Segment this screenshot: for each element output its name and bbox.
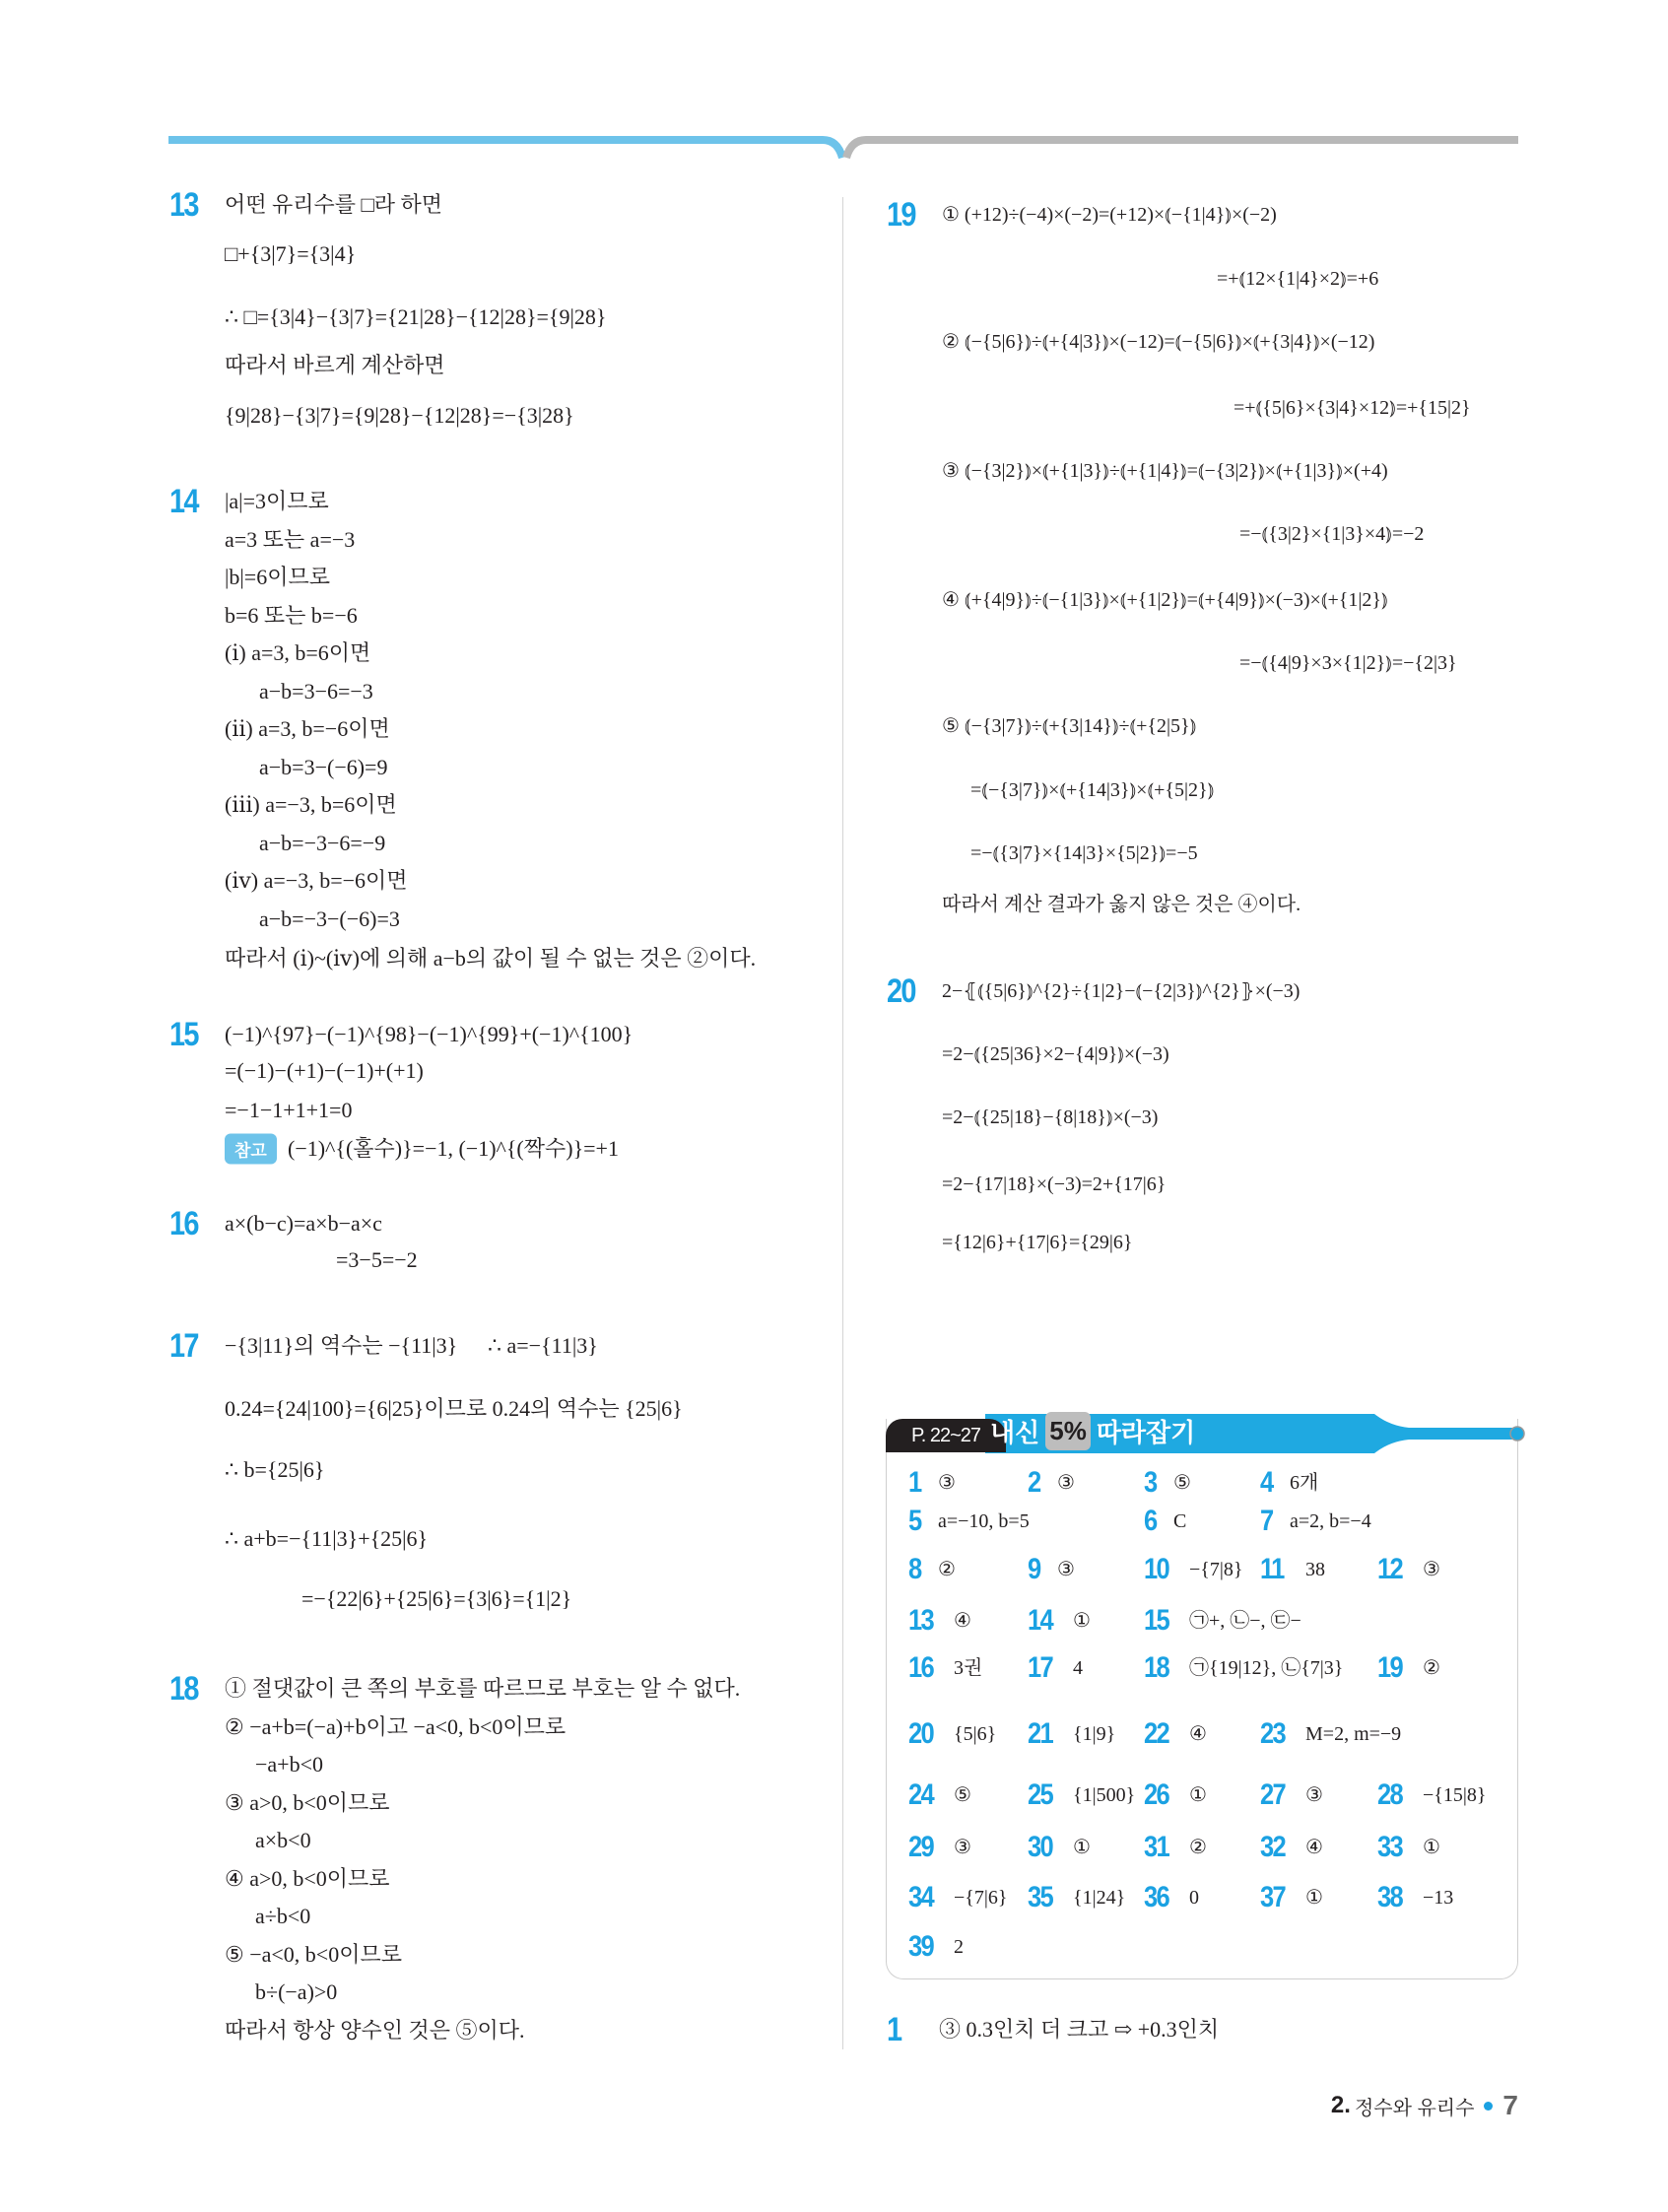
- solution-line: =+⦅12×{1|4}×2⦆=+6: [1217, 268, 1379, 290]
- answer-value: ②: [938, 1559, 956, 1580]
- answer-number: 14: [1028, 1604, 1052, 1637]
- answer-number: 23: [1260, 1717, 1285, 1750]
- answer-value: 6개: [1290, 1472, 1319, 1494]
- solution-line: =3−5=−2: [336, 1246, 418, 1272]
- answer-header-banner: [0, 1404, 1668, 1463]
- solution-line: ∴ a=−{11|3}: [488, 1332, 598, 1358]
- solution-line: ② −a+b=(−a)+b이고 −a<0, b<0이므로: [225, 1713, 567, 1739]
- section-number: 1: [887, 2011, 901, 2048]
- solution-line: 0.24={24|100}={6|25}이므로 0.24의 역수는 {25|6}: [225, 1395, 683, 1421]
- solution-line: =2−⦅{25|18}−{8|18}⦆×(−3): [942, 1106, 1159, 1128]
- answer-number: 10: [1144, 1553, 1168, 1585]
- solution-line: ② ⦅−{5|6}⦆÷⦅+{4|3}⦆×(−12)=⦅−{5|6}⦆×⦅+{3|4}⦆×(−12): [942, 331, 1375, 353]
- solution-line: 따라서 항상 양수인 것은 ⑤이다.: [225, 2017, 525, 2043]
- answer-number: 38: [1377, 1881, 1402, 1913]
- solution-line: ① 절댓값이 큰 쪽의 부호를 따르므로 부호는 알 수 없다.: [225, 1675, 741, 1701]
- answer-value: ①: [1189, 1784, 1207, 1806]
- solution-line: ∴ b={25|6}: [225, 1456, 325, 1482]
- answer-number: 3: [1144, 1466, 1157, 1499]
- answer-number: 18: [1144, 1651, 1168, 1684]
- section-text: ③ 0.3인치 더 크고 ⇨ +0.3인치: [939, 2016, 1220, 2042]
- answer-number: 34: [908, 1881, 933, 1913]
- solution-line: {9|28}−{3|7}={9|28}−{12|28}=−{3|28}: [225, 402, 574, 428]
- solution-line: =2−{17|18}×(−3)=2+{17|6}: [942, 1173, 1167, 1195]
- answer-value: ㉠{19|12}, ㉡{7|3}: [1189, 1657, 1344, 1679]
- title-pre: 내신: [990, 1417, 1040, 1447]
- answer-value: 38: [1305, 1559, 1325, 1580]
- answer-number: 1: [908, 1466, 921, 1499]
- solution-line: =−⦅{3|7}×{14|3}×{5|2}⦆=−5: [970, 842, 1198, 864]
- solution-line: (−1)^{(홀수)}=−1, (−1)^{(짝수)}=+1: [288, 1135, 619, 1161]
- problem-number: 18: [169, 1670, 198, 1708]
- answer-number: 7: [1260, 1505, 1273, 1537]
- solution-line: a−b=3−6=−3: [259, 678, 373, 704]
- solution-line: =−⦅{3|2}×{1|3}×4⦆=−2: [1239, 523, 1425, 545]
- answer-value: ⑤: [954, 1784, 971, 1806]
- answer-number: 37: [1260, 1881, 1285, 1913]
- answer-value: ①: [1423, 1837, 1440, 1858]
- solution-line: ④ a>0, b<0이므로: [225, 1865, 390, 1891]
- solution-line: ={12|6}+{17|6}={29|6}: [942, 1232, 1133, 1253]
- solution-line: a=3 또는 a=−3: [225, 526, 356, 552]
- problem-number: 15: [169, 1016, 198, 1053]
- answer-number: 19: [1377, 1651, 1402, 1684]
- solution-line: b÷(−a)>0: [255, 1978, 338, 2004]
- problem-number: 20: [887, 972, 915, 1010]
- solution-line: a−b=−3−6=−9: [259, 830, 386, 855]
- chapter-title: 정수와 유리수: [1354, 2097, 1475, 2119]
- answer-value: ③: [1057, 1472, 1075, 1494]
- page-number: 7: [1502, 2090, 1518, 2120]
- answer-value: ③: [1305, 1784, 1323, 1806]
- answer-number: 22: [1144, 1717, 1168, 1750]
- answer-number: 26: [1144, 1778, 1168, 1811]
- answer-number: 25: [1028, 1778, 1052, 1811]
- solution-line: 따라서 계산 결과가 옳지 않은 것은 ④이다.: [942, 894, 1301, 915]
- answer-number: 9: [1028, 1553, 1040, 1585]
- answer-value: 0: [1189, 1887, 1199, 1909]
- answer-number: 15: [1144, 1604, 1168, 1637]
- solution-line: 어떤 유리수를 □라 하면: [225, 191, 443, 217]
- answer-number: 6: [1144, 1505, 1157, 1537]
- solution-line: (ⅳ) a=−3, b=−6이면: [225, 867, 408, 893]
- answer-number: 21: [1028, 1717, 1052, 1750]
- problem-number: 14: [169, 483, 198, 520]
- solution-line: −{3|11}의 역수는 −{11|3}: [225, 1332, 458, 1358]
- solution-line: a−b=3−(−6)=9: [259, 754, 388, 779]
- solution-line: ⑤ ⦅−{3|7}⦆÷⦅+{3|14}⦆÷⦅+{2|5}⦆: [942, 715, 1197, 737]
- solution-line: ④ ⦅+{4|9}⦆÷⦅−{1|3}⦆×⦅+{1|2}⦆=⦅+{4|9}⦆×(−3)×⦅+{1|2}⦆: [942, 589, 1388, 611]
- column-divider: [842, 197, 843, 2049]
- answer-number: 16: [908, 1651, 933, 1684]
- answer-value: −{7|8}: [1189, 1559, 1243, 1580]
- answer-number: 31: [1144, 1831, 1168, 1863]
- answer-value: C: [1173, 1510, 1187, 1532]
- solution-line: ③ ⦅−{3|2}⦆×⦅+{1|3}⦆÷⦅+{1|4}⦆=⦅−{3|2}⦆×⦅+{1|3}⦆×(+4): [942, 460, 1388, 482]
- answer-value: ⑤: [1173, 1472, 1191, 1494]
- answer-number: 8: [908, 1553, 921, 1585]
- page-range-label: P. 22~27: [886, 1419, 1006, 1452]
- title-percent: 5%: [1045, 1412, 1091, 1450]
- answer-number: 12: [1377, 1553, 1402, 1585]
- solution-line: a×b<0: [255, 1827, 311, 1852]
- solution-line: (−1)^{97}−(−1)^{98}−(−1)^{99}+(−1)^{100}: [225, 1021, 634, 1046]
- answer-value: −{15|8}: [1423, 1784, 1487, 1806]
- solution-line: a−b=−3−(−6)=3: [259, 905, 400, 931]
- solution-line: −a+b<0: [255, 1751, 323, 1776]
- solution-line: a×(b−c)=a×b−a×c: [225, 1210, 382, 1236]
- answer-number: 32: [1260, 1831, 1285, 1863]
- solution-line: ⑤ −a<0, b<0이므로: [225, 1941, 402, 1967]
- answer-value: −13: [1423, 1887, 1454, 1909]
- answer-number: 27: [1260, 1778, 1285, 1811]
- answer-value: ②: [1423, 1657, 1440, 1679]
- solution-line: =+⦅{5|6}×{3|4}×12⦆=+{15|2}: [1234, 397, 1471, 419]
- answer-number: 11: [1260, 1553, 1284, 1585]
- answer-number: 35: [1028, 1881, 1052, 1913]
- solution-line: (ⅲ) a=−3, b=6이면: [225, 791, 397, 817]
- problem-number: 13: [169, 186, 198, 224]
- solution-line: ∴ a+b=−{11|3}+{25|6}: [225, 1525, 429, 1551]
- solution-line: (ⅰ) a=3, b=6이면: [225, 639, 371, 665]
- answer-value: a=−10, b=5: [938, 1510, 1030, 1532]
- answer-number: 30: [1028, 1831, 1052, 1863]
- answer-value: {5|6}: [954, 1723, 997, 1745]
- answer-number: 33: [1377, 1831, 1402, 1863]
- title-post: 따라잡기: [1096, 1417, 1196, 1447]
- answer-value: ③: [1423, 1559, 1440, 1580]
- answer-box-title: [990, 1412, 1195, 1449]
- solution-line: a÷b<0: [255, 1903, 311, 1928]
- solution-line: =−{22|6}+{25|6}={3|6}={1|2}: [301, 1585, 572, 1611]
- answer-number: 36: [1144, 1881, 1168, 1913]
- page-footer: [1331, 2090, 1518, 2121]
- problem-number: 19: [887, 196, 915, 234]
- answer-value: ③: [938, 1472, 956, 1494]
- chapter-number: 2.: [1330, 2092, 1351, 2118]
- answer-number: 17: [1028, 1651, 1052, 1684]
- answer-number: 13: [908, 1604, 933, 1637]
- answer-value: ④: [1189, 1723, 1207, 1745]
- answer-value: a=2, b=−4: [1290, 1510, 1371, 1532]
- answer-value: {1|500}: [1073, 1784, 1136, 1806]
- solution-line: |a|=3이므로: [225, 488, 329, 513]
- answer-value: 3권: [954, 1657, 983, 1679]
- bullet-dot-icon: [1484, 2102, 1493, 2111]
- solution-line: (ⅱ) a=3, b=−6이면: [225, 715, 390, 741]
- answer-value: ①: [1073, 1610, 1091, 1632]
- answer-value: −{7|6}: [954, 1887, 1008, 1909]
- solution-line: ∴ □={3|4}−{3|7}={21|28}−{12|28}={9|28}: [225, 303, 607, 329]
- solution-line: ③ a>0, b<0이므로: [225, 1789, 390, 1815]
- answer-value: ㉠+, ㉡−, ㉢−: [1189, 1610, 1301, 1632]
- banner-end-dot: [1510, 1427, 1524, 1441]
- solution-line: 2−⦃⦅{5|6}⦆^{2}÷{1|2}−⦅−{2|3}⦆^{2}⦄×(−3): [942, 980, 1301, 1002]
- answer-value: M=2, m=−9: [1305, 1723, 1402, 1745]
- solution-line: □+{3|7}={3|4}: [225, 240, 357, 266]
- problem-number: 17: [169, 1327, 198, 1365]
- answer-number: 20: [908, 1717, 933, 1750]
- solution-line: =2−⦅{25|36}×2−{4|9}⦆×(−3): [942, 1043, 1169, 1065]
- top-bar-right: [846, 140, 1518, 158]
- answer-value: 2: [954, 1936, 964, 1958]
- answer-number: 24: [908, 1778, 933, 1811]
- answer-value: ①: [1073, 1837, 1091, 1858]
- note-badge: 참고: [225, 1134, 277, 1165]
- answer-value: ③: [954, 1837, 971, 1858]
- solution-line: =(−1)−(+1)−(−1)+(+1): [225, 1057, 424, 1083]
- top-bar-left: [168, 140, 842, 158]
- answer-value: ④: [1305, 1837, 1323, 1858]
- solution-line: =⦅−{3|7}⦆×⦅+{14|3}⦆×⦅+{5|2}⦆: [970, 779, 1215, 801]
- solution-line: |b|=6이므로: [225, 564, 330, 589]
- answer-number: 4: [1260, 1466, 1273, 1499]
- answer-value: {1|24}: [1073, 1887, 1126, 1909]
- answer-value: 4: [1073, 1657, 1083, 1679]
- solution-line: =−⦅{4|9}×3×{1|2}⦆=−{2|3}: [1239, 652, 1457, 674]
- answer-number: 28: [1377, 1778, 1402, 1811]
- answer-value: ①: [1305, 1887, 1323, 1909]
- answer-value: {1|9}: [1073, 1723, 1116, 1745]
- answer-value: ②: [1189, 1837, 1207, 1858]
- answer-value: ③: [1057, 1559, 1075, 1580]
- answer-value: ④: [954, 1610, 971, 1632]
- answer-number: 29: [908, 1831, 933, 1863]
- solution-line: 따라서 바르게 계산하면: [225, 352, 445, 377]
- answer-number: 39: [908, 1930, 933, 1963]
- solution-line: ① (+12)÷(−4)×(−2)=(+12)×⦅−{1|4}⦆×(−2): [942, 204, 1277, 226]
- top-decorative-bar: [0, 0, 1668, 177]
- solution-line: 따라서 (ⅰ)~(ⅳ)에 의해 a−b의 값이 될 수 없는 것은 ②이다.: [225, 945, 757, 971]
- solution-line: =−1−1+1+1=0: [225, 1097, 353, 1122]
- problem-number: 16: [169, 1205, 198, 1242]
- answer-number: 5: [908, 1505, 921, 1537]
- solution-line: b=6 또는 b=−6: [225, 602, 358, 628]
- answer-number: 2: [1028, 1466, 1040, 1499]
